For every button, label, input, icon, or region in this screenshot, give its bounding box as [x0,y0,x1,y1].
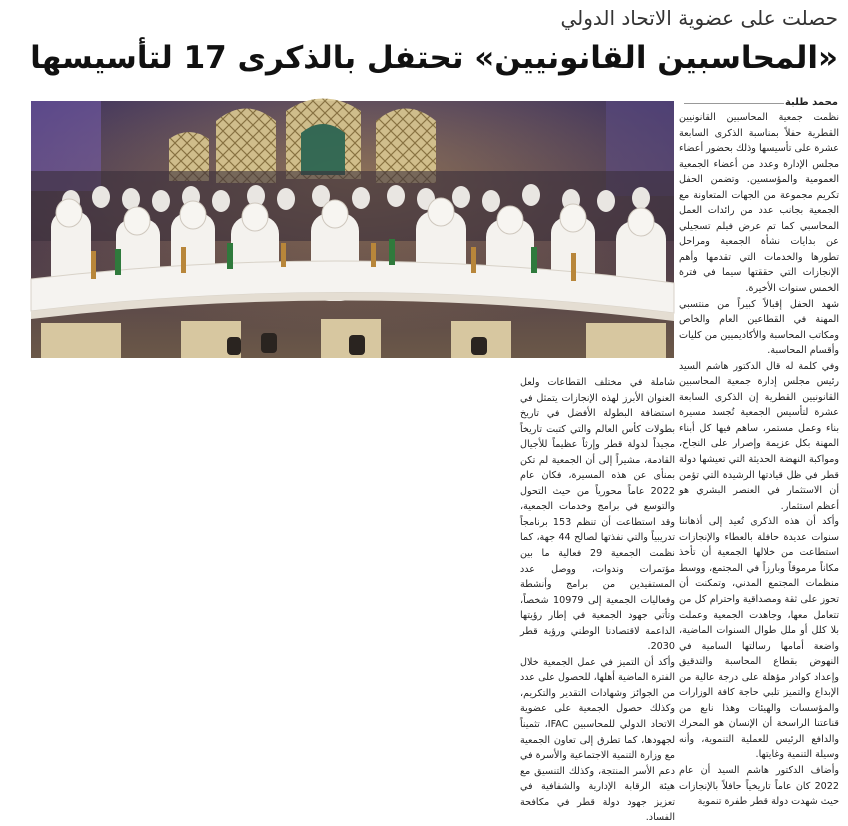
article-column-right [678,110,839,808]
article-headline: «المحاسبين القانونيين» تحتفل بالذكرى 17 لتأسيسها [30,40,838,76]
paragraph: وأكد أن هذه الذكرى تُعيد إلى أذهاننا سنوات عديدة حافلة بالعطاء والإنجازات استطاعت من خلالها الجمعية أن تأخذ مكاناً مرموقاً وبارزاً في المجتمع، ووسط منظمات المجتمع المدني، وتمكنت أن تحوز على ثقة ومصداقية واحترام كل من تتعامل معها، وجاهدت الجمعية وعملت بلا كلل أو ملل طوال السنوات الماضية، واضعة أمامها رسالتها السامية في النهوض بقطاع المحاسبة والتدقيق وإعداد كوادر مؤهلة على درجة عالية من الإبداع والتميز تلبي حاجة كافة الوزارات والمؤسسات والهيئات وهذا نابع من قناعتنا الراسخة أن الإنسان هو المحرك والدافع الرئيس للعملية التنموية، وأنه وسيلة التنمية وغايتها. [679,516,839,761]
paragraph: شهد الحفل إقبالاً كبيراً من منتسبي المهنة في القطاعين العام والخاص ومكاتب المحاسبة والأكاديميين من كليات وأقسام المحاسبة. [679,298,839,357]
paragraph: وفي كلمة له قال الدكتور هاشم السيد رئيس مجلس إدارة جمعية المحاسبين القانونيين القطرية إن الذكرى السابعة عشرة لتأسيس الجمعية تُجسد مسيرة بناء وعمل مستمر، ساهم فيها كل أبناء المهنة بكل عزيمة وإصرار على النجاح، ومواكبة النهضة الحديثة التي تعيشها دولة قطر في ظل قيادتها الرشيدة التي تؤمن أن الاستثمار في العنصر البشري هو أعظم استثمار. [679,360,839,512]
event-photo [31,101,674,358]
article-byline: محمد طلبة [784,97,838,108]
article-kicker: حصلت على عضوية الاتحاد الدولي [560,6,838,30]
article-column-left [520,375,675,824]
paragraph: وأضاف الدكتور هاشم السيد أن عام 2022 كان عاماً تاريخياً حافلاً بالإنجازات حيث شهدت دولة قطر طفرة تنموية [679,764,839,808]
paragraph: نظمت جمعية المحاسبين القانونيين القطرية حفلاً بمناسبة الذكرى السابعة عشرة على تأسيسها وذلك بحضور أعضاء مجلس الإدارة وعدد من أعضاء الجمعية العمومية والمؤسسين. وتضمن الحفل تكريم مجموعة من الجهات المتعاونة مع الجمعية بجانب عدد من رائدات العمل المحاسبي كما تم عرض فيلم تسجيلي عن بدايات نشأة الجمعية ومراحل تطورها والخدمات التي تقدمها وأهم الإنجازات التي حققتها سيما في فترة الخمس سنوات الأخيرة. [678,112,839,295]
byline-divider [684,103,784,104]
event-photo-illustration [31,101,674,358]
paragraph: شاملة في مختلف القطاعات ولعل العنوان الأبرز لهذه الإنجازات يتمثل في استضافة البطولة الأفضل في تاريخ بطولات كأس العالم والتي كتبت تاريخاً مجيداً لدولة قطر وإرثاً عظيماً للأجيال القادمة، مشيراً إلى أن الجمعية لم تكن بمنأى عن هذه المسيرة، فكان عام 2022 عاماً محورياً من حيث التحول والتوسع في برامج وخدمات الجمعية، وقد استطاعت أن تنظم 153 برنامجاً تدريبياً والتي نفذتها لصالح 44 جهة، كما نظمت الجمعية 29 فعالية ما بين مؤتمرات وندوات، ووصل عدد المستفيدين من برامج وأنشطة وفعاليات الجمعية إلى 10979 شخصاً، وتأتي جهود الجمعية في إطار رؤيتها الداعمة لاقتصادنا الوطني ورؤية قطر 2030. [520,377,675,653]
paragraph: وأكد أن التميز في عمل الجمعية خلال الفترة الماضية أهلها، للحصول على عدد من الجوائز وشهادات التقدير والتكريم، وكذلك حصول الجمعية على عضوية الاتحاد الدولي للمحاسبين IFAC، تثميناً لجهودها، كما تطرق إلى تعاون الجمعية مع وزارة التنمية الاجتماعية والأسرة في دعم الأسر المنتجة، وكذلك التنسيق مع هيئة الرقابة الإدارية والشفافية في تعزيز جهود دولة قطر في مكافحة الفساد. [520,656,675,824]
